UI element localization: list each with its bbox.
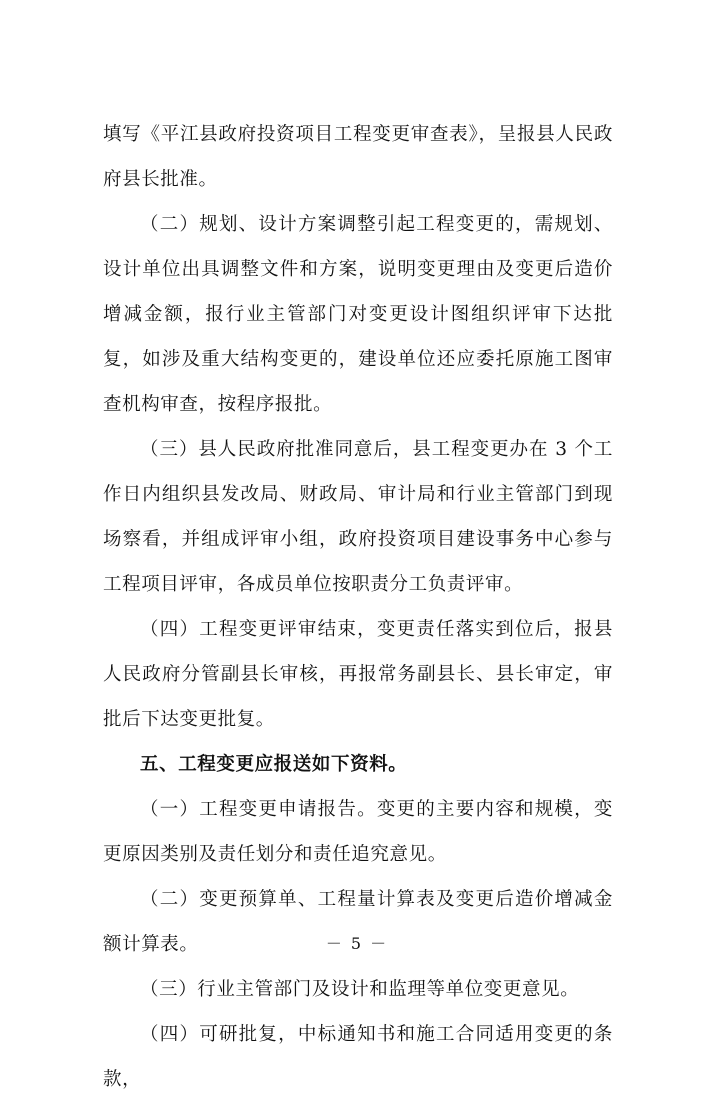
section-heading-5: 五、工程变更应报送如下资料。: [140, 754, 408, 775]
paragraph-item-3-approval: （三）县人民政府批准同意后，县工程变更办在 3 个工作日内组织县发改局、财政局、审计局和行业主管部门到现场察看，并组成评审小组，政府投资项目建设事务中心参与工程项目评审，各成员单位按职责分工负责评审。: [103, 439, 613, 595]
paragraph-item-2-planning: （二）规划、设计方案调整引起工程变更的，需规划、设计单位出具调整文件和方案，说明变更理由及变更后造价增减金额，报行业主管部门对变更设计图组织评审下达批复，如涉及重大结构变更的，建设单位还应委托原施工图审查机构审查，按程序报批。: [103, 214, 613, 415]
paragraph-continuation: 填写《平江县政府投资项目工程变更审查表》，呈报县人民政府县长批准。: [103, 124, 613, 190]
paragraph-item-4-review: （四）工程变更评审结束，变更责任落实到位后，报县人民政府分管副县长审核，再报常务副县长、县长审定，审批后下达变更批复。: [103, 619, 613, 730]
page-number: － 5 －: [325, 934, 389, 953]
paragraph-material-2: （二）变更预算单、工程量计算表及变更后造价增减金额计算表。: [103, 889, 613, 955]
paragraph-material-1: （一）工程变更申请报告。变更的主要内容和规模，变更原因类别及责任划分和责任追究意见。: [103, 799, 613, 865]
paragraph-material-3: （三）行业主管部门及设计和监理等单位变更意见。: [140, 979, 580, 1000]
paragraph-material-4: （四）可研批复，中标通知书和施工合同适用变更的条款，: [103, 1024, 613, 1090]
